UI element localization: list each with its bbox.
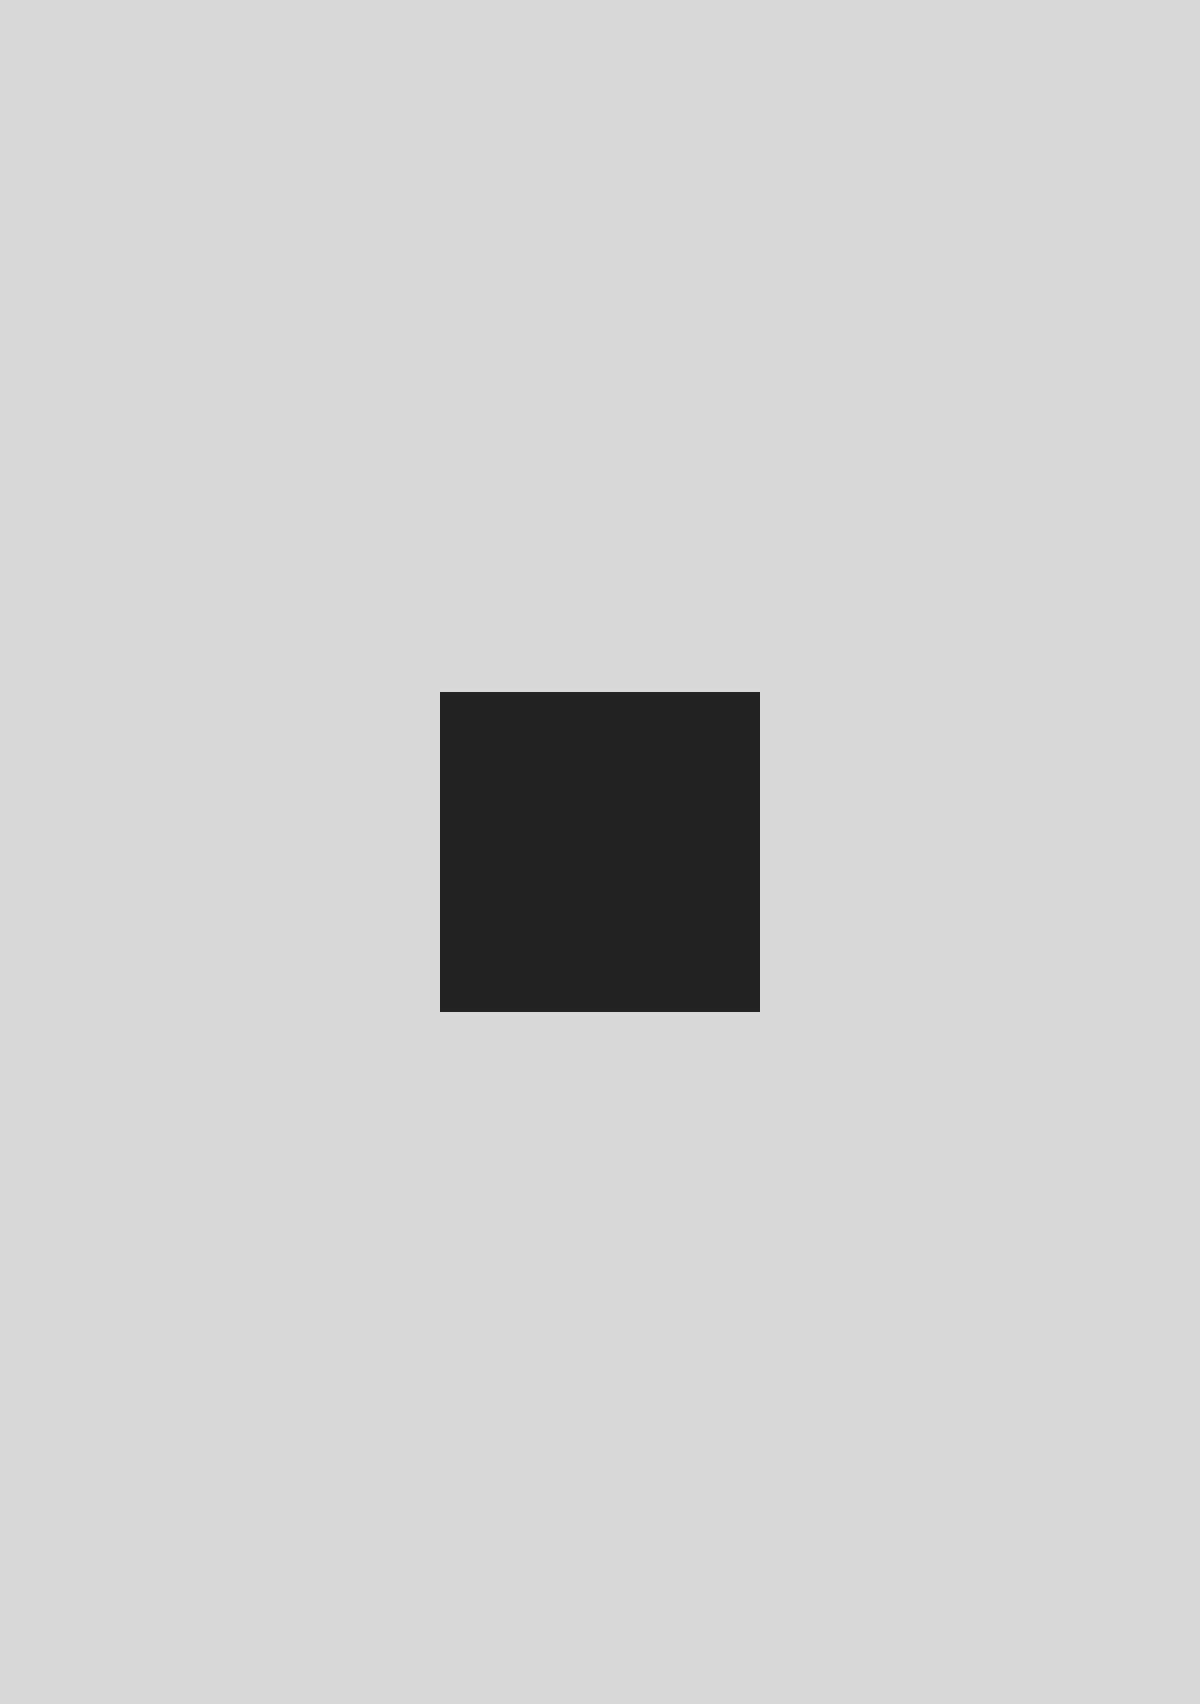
center-square bbox=[440, 692, 760, 1012]
